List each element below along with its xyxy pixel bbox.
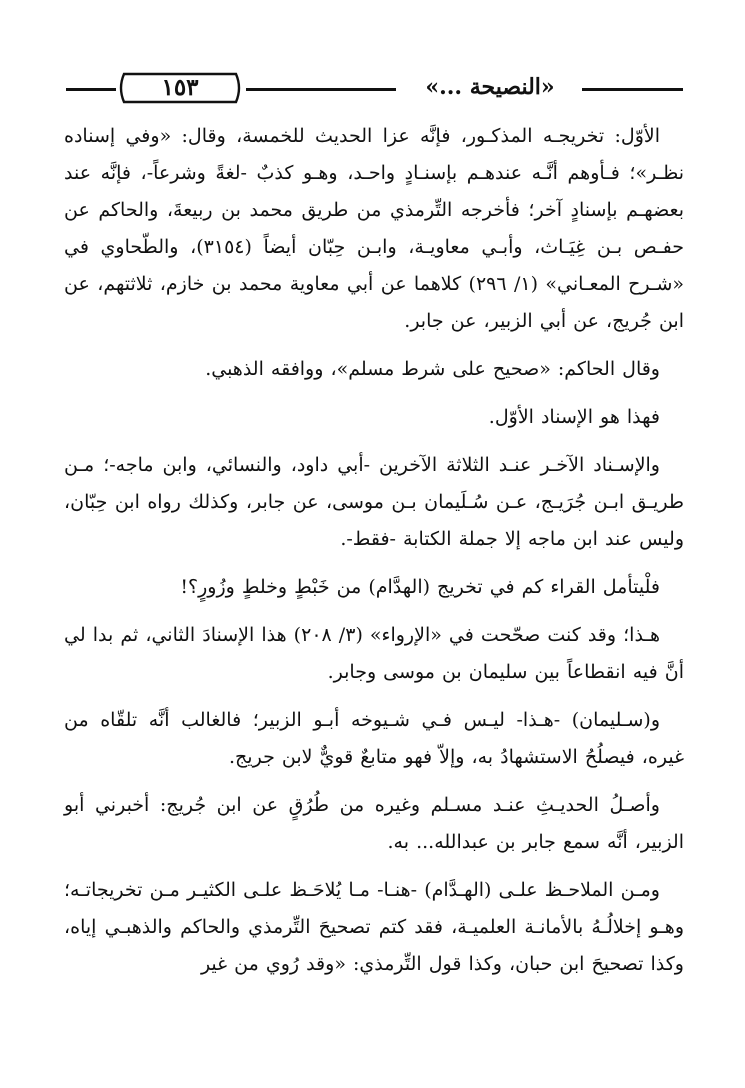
header-rule-middle [246, 88, 396, 91]
paragraph-reflection: فلْيتأمل القراء كم في تخريج (الهدَّام) من خَبْطٍ وخلطٍ وزُورٍ؟! [180, 576, 660, 598]
paragraph-second-isnad: والإسـناد الآخـر عنـد الثلاثة الآخرين -أبي داود، والنسائي، وابن ماجه-؛ مـن طريـق ابـن جُرَيـج، عـن سُـلَيمان بـن موسى، عن جابر، وكذلك رواه ابن حِبّان، وليس عند ابن ماجه إلا جملة الكتابة -فقط-. [64, 454, 684, 550]
paragraph-hakim-statement: وقال الحاكم: «صحيح على شرط مسلم»، ووافقه الذهبي. [205, 358, 660, 380]
page-number-frame [116, 68, 244, 108]
paragraph-observation: ومـن الملاحـظ علـى (الهـدَّام) -هنـا- مـا يُلاحَـظ علـى الكثيـر مـن تخريجاتـه؛ وهـو إخلالُـهُ بالأمانـة العلميـة، فقد كتم تصحيحَ التِّرمذي والحاكم والذهبـي إياه، وكذا تصحيحَ ابن حبان، وكذا قول التِّرمذي: «وقد رُوي من غير [64, 879, 684, 975]
page-header [66, 62, 683, 108]
paragraph-irwa-note: هـذا؛ وقد كنت صحّحت في «الإرواء» (٣/ ٢٠٨) هذا الإسنادَ الثاني، ثم بدا لي أنَّ فيه انقطاعاً بين سليمان بن موسى وجابر. [64, 624, 684, 683]
main-text [64, 118, 684, 994]
paragraph-first-isnad: فهذا هو الإسناد الأوّل. [488, 406, 660, 428]
header-rule-right [582, 88, 683, 91]
paragraph-first-point: الأوّل: تخريجـه المذكـور، فإنَّه عزا الحديث للخمسة، وقال: «وفي إسناده نظـر»؛ فـأوهم أنَّـه عندهـم بإسنـادٍ واحـد، وهـو كذبٌ -لغةً وشرعاً-، فإنَّه عند بعضهـم بإسنادٍ آخر؛ فأخرجه التِّرمذي من طريق محمد بن ربيعةَ، والحاكم عن حفـص بـن غِيَـاث، وأبـي معاويـة، وابـن حِبّان أيضاً (٣١٥٤)، والطّحاوي في «شـرح المعـاني» (١/ ٢٩٦) كلاهما عن أبي معاوية محمد بن خازم، ثلاثتهم، عن ابن جُريج، عن أبي الزبير، عن جابر. [64, 125, 684, 332]
paragraph-muslim-source: وأصـلُ الحديـثِ عنـد مسـلم وغيره من طُرُقٍ عن ابن جُريج: أخبرني أبو الزبير، أنَّه سمع جابر بن عبدالله... به. [64, 794, 684, 853]
running-title: «النصيحة ...» [425, 74, 555, 100]
page-number: ١٥٣ [161, 74, 199, 101]
paragraph-sulayman: و(سـليمان) -هـذا- ليـس فـي شـيوخه أبـو الزبير؛ فالغالب أنَّه تلقّاه من غيره، فيصلُحُ الاستشهادُ به، وإلاّ فهو متابعٌ قويٌّ لابن جريج. [64, 709, 684, 768]
header-rule-left [66, 88, 116, 91]
